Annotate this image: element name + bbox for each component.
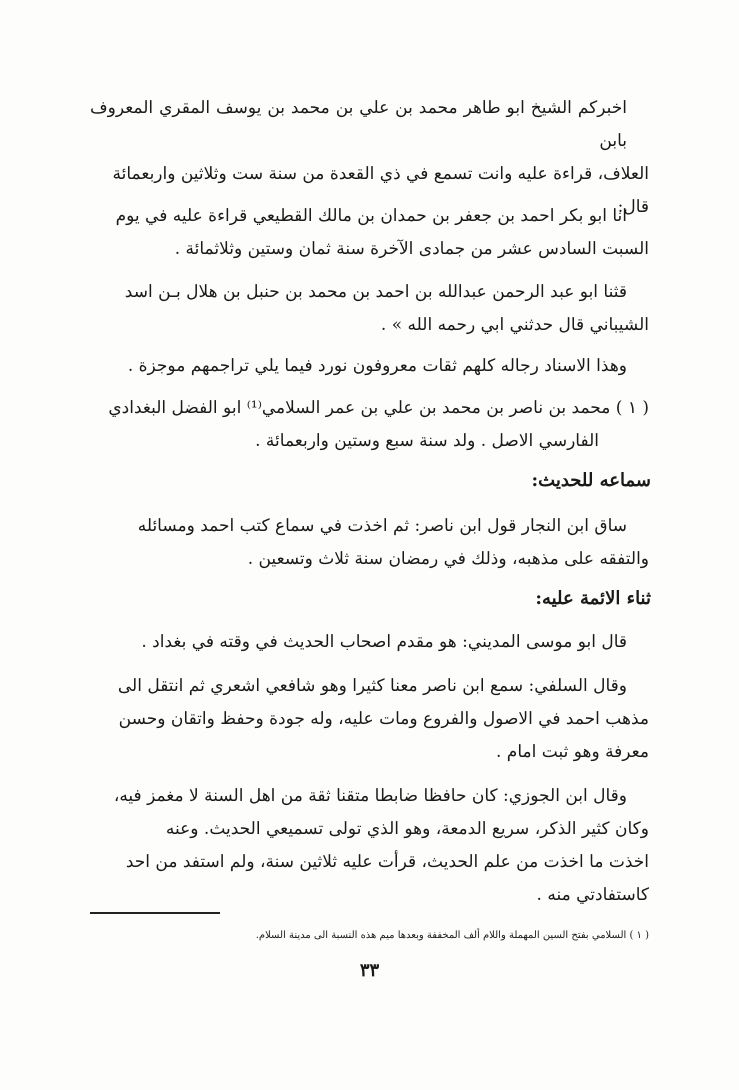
paragraph-biography-1 xyxy=(90,392,649,458)
footnote-divider xyxy=(90,912,220,914)
text-line: السبت السادس عشر من جمادى الآخرة سنة ثمان وستين وثلاثمائة . xyxy=(174,239,649,259)
text-line: كاستفادتي منه . xyxy=(536,885,649,905)
text-line: معرفة وهو ثبت امام . xyxy=(496,742,649,762)
text-line: وكان كثير الذكر، سريع الدمعة، وهو الذي تولى تسميعي الحديث. وعنه xyxy=(165,819,649,839)
text-line: الشيباني قال حدثني ابي رحمه الله » . xyxy=(380,315,649,335)
section-heading-sama: سماعه للحديث: xyxy=(531,470,651,491)
text-line: وهذا الاسناد رجاله كلهم ثقات معروفون نورد فيما يلي تراجمهم موجزة . xyxy=(127,356,627,376)
text-line: مذهب احمد في الاصول والفروع ومات عليه، وله جودة وحفظ واتقان وحسن xyxy=(118,709,649,729)
text-line: انا ابو بكر احمد بن جعفر بن حمدان بن مالك القطيعي قراءة عليه في يوم xyxy=(115,206,627,226)
text-line: العلاف، قراءة عليه وانت تسمع في ذي القعدة من سنة ست وثلاثين واربعمائة xyxy=(112,164,649,184)
paragraph-abdullah xyxy=(90,276,649,342)
paragraph-ibn-najjar xyxy=(90,510,649,576)
paragraph-silafi xyxy=(90,670,649,769)
paragraph-ibn-jawzi xyxy=(90,780,649,912)
text-line: وقال ابن الجوزي: كان حافظا ضابطا متقنا ثقة من اهل السنة لا مغمز فيه، xyxy=(113,786,627,806)
text-line: قال: xyxy=(617,197,649,217)
section-heading-thana: ثناء الائمة عليه: xyxy=(535,588,651,609)
text-line: اخذت ما اخذت من علم الحديث، قرأت عليه ثلاثين سنة، ولم استفد من احد xyxy=(125,852,649,872)
text-line: الفارسي الاصل . ولد سنة سبع وستين واربعمائة . xyxy=(255,431,599,451)
paragraph-madini xyxy=(90,626,649,659)
paragraph-isnad-note xyxy=(90,350,649,383)
footnote: ( ١ ) السلامي بفتح السين المهملة واللام ألف المخففة وبعدها ميم هذه النسبة الى مدينة السلام. xyxy=(255,930,649,941)
text-line: قال ابو موسى المديني: هو مقدم اصحاب الحديث في وقته في بغداد . xyxy=(141,632,627,652)
page-number: ٣٣ xyxy=(359,960,380,981)
text-line: قثنا ابو عبد الرحمن عبدالله بن احمد بن محمد بن حنبل بن هلال بـن اسد xyxy=(124,282,627,302)
text-line: اخبركم الشيخ ابو طاهر محمد بن علي بن محمد بن يوسف المقري المعروف بابن xyxy=(90,98,627,151)
text-line: والتفقه على مذهبه، وذلك في رمضان سنة ثلاث وتسعين . xyxy=(247,549,649,569)
text-line: وقال السلفي: سمع ابن ناصر معنا كثيرا وهو شافعي اشعري ثم انتقل الى xyxy=(117,676,627,696)
text-line: ( ١ ) محمد بن ناصر بن محمد بن علي بن عمر السلامي⁽¹⁾ ابو الفضل البغدادي xyxy=(108,398,649,418)
text-line: ساق ابن النجار قول ابن ناصر: ثم اخذت في سماع كتب احمد ومسائله xyxy=(137,516,627,536)
paragraph-qatii xyxy=(90,200,649,266)
